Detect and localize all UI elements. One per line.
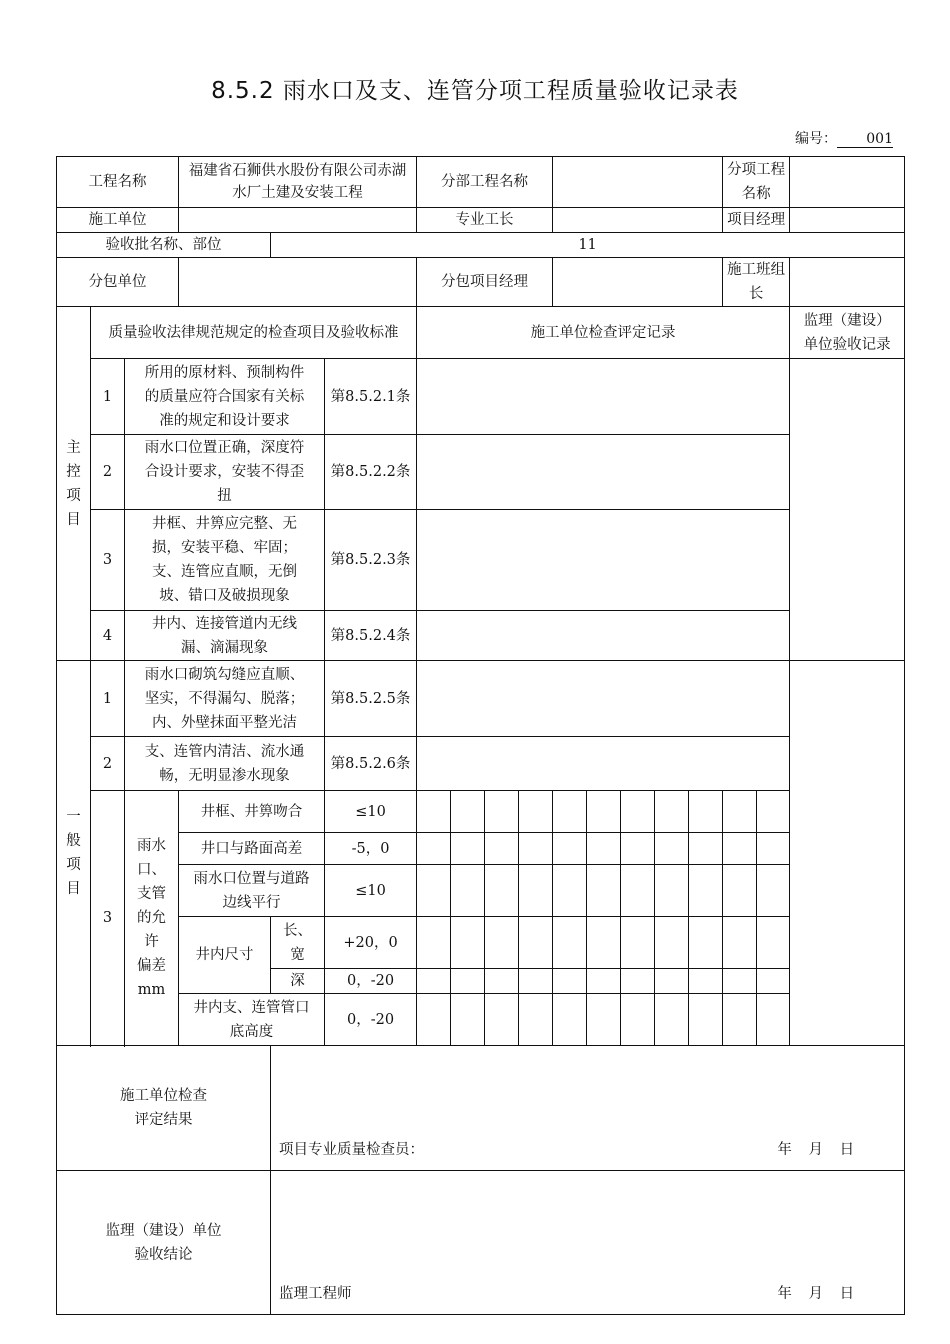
measure-cell[interactable] bbox=[519, 865, 553, 917]
document-code bbox=[795, 128, 893, 148]
deviation-frame-fit-label: 井框、井箅吻合 bbox=[179, 791, 325, 833]
measure-cell[interactable] bbox=[587, 917, 621, 969]
measure-cell[interactable] bbox=[689, 917, 723, 969]
measure-cell[interactable] bbox=[655, 994, 689, 1046]
measure-cell[interactable] bbox=[757, 833, 790, 865]
project-name-value[interactable]: 福建省石狮供水股份有限公司赤湖水厂土建及安装工程 bbox=[179, 157, 417, 208]
measure-cell[interactable] bbox=[723, 969, 757, 994]
measure-cell[interactable] bbox=[519, 917, 553, 969]
main-item-1-clause: 第8.5.2.1条 bbox=[325, 359, 417, 435]
measure-cell[interactable] bbox=[757, 791, 790, 833]
measure-cell[interactable] bbox=[519, 791, 553, 833]
measure-cell[interactable] bbox=[587, 865, 621, 917]
measure-cell[interactable] bbox=[417, 917, 451, 969]
deviation-frame-fit-value: ≤10 bbox=[325, 791, 417, 833]
main-item-1-text: 所用的原材料、预制构件 的质量应符合国家有关标 准的规定和设计要求 bbox=[125, 359, 325, 435]
deviation-length-width-value: +20，0 bbox=[325, 917, 417, 969]
foreman-label: 专业工长 bbox=[417, 208, 553, 233]
sub-manager-value[interactable] bbox=[553, 258, 723, 307]
measure-cell[interactable] bbox=[757, 917, 790, 969]
measure-cell[interactable] bbox=[723, 917, 757, 969]
measure-cell[interactable] bbox=[723, 791, 757, 833]
measure-cell[interactable] bbox=[417, 833, 451, 865]
main-item-1-no: 1 bbox=[91, 359, 125, 435]
main-item-4-text: 井内、连接管道内无线 漏、滴漏现象 bbox=[125, 611, 325, 661]
code-label: 编号： bbox=[795, 131, 837, 147]
general-item-2-clause: 第8.5.2.6条 bbox=[325, 737, 417, 791]
contractor-label: 施工单位 bbox=[57, 208, 179, 233]
sub-manager-label: 分包项目经理 bbox=[417, 258, 553, 307]
measure-cell[interactable] bbox=[587, 969, 621, 994]
measure-cell[interactable] bbox=[757, 969, 790, 994]
item-name-label: 分项工程名称 bbox=[723, 157, 790, 208]
measure-cell[interactable] bbox=[553, 994, 587, 1046]
measure-cell[interactable] bbox=[485, 833, 519, 865]
foreman-value[interactable] bbox=[553, 208, 723, 233]
measure-cell[interactable] bbox=[451, 969, 485, 994]
main-item-2-no: 2 bbox=[91, 435, 125, 510]
deviation-position-value: ≤10 bbox=[325, 865, 417, 917]
supervisor-sign-date: 年 月 日 bbox=[777, 1286, 855, 1302]
supervisor-conclusion-area[interactable] bbox=[271, 1171, 905, 1315]
measure-cell[interactable] bbox=[451, 791, 485, 833]
general-item-2-text: 支、连管内清洁、流水通 畅，无明显渗水现象 bbox=[125, 737, 325, 791]
measure-cell[interactable] bbox=[485, 865, 519, 917]
page-title: 8.5.2 雨水口及支、连管分项工程质量验收记录表 bbox=[211, 78, 739, 104]
measure-cell[interactable] bbox=[621, 791, 655, 833]
measure-cell[interactable] bbox=[485, 791, 519, 833]
measure-cell[interactable] bbox=[621, 917, 655, 969]
main-item-3-clause: 第8.5.2.3条 bbox=[325, 510, 417, 611]
measure-cell[interactable] bbox=[621, 865, 655, 917]
subcontractor-label: 分包单位 bbox=[57, 258, 179, 307]
deviation-depth-value: 0，-20 bbox=[325, 969, 417, 994]
code-value[interactable]: 001 bbox=[837, 131, 893, 148]
general-item-2-record[interactable] bbox=[417, 737, 790, 791]
measure-cell[interactable] bbox=[757, 865, 790, 917]
measure-cell[interactable] bbox=[689, 994, 723, 1046]
measure-cell[interactable] bbox=[621, 833, 655, 865]
measure-cell[interactable] bbox=[689, 865, 723, 917]
measure-cell[interactable] bbox=[723, 994, 757, 1046]
contractor-conclusion-area[interactable] bbox=[271, 1046, 905, 1171]
supervisor-record-header: 监理（建设） 单位验收记录 bbox=[790, 307, 905, 359]
measure-cell[interactable] bbox=[655, 865, 689, 917]
inspection-form-table bbox=[56, 156, 905, 1315]
measure-cell[interactable] bbox=[553, 791, 587, 833]
deviation-elevation-label: 井口与路面高差 bbox=[179, 833, 325, 865]
measure-cell[interactable] bbox=[587, 791, 621, 833]
measure-cell[interactable] bbox=[723, 833, 757, 865]
measure-cell[interactable] bbox=[587, 833, 621, 865]
supervisor-engineer-label: 监理工程师 bbox=[279, 1286, 352, 1302]
batch-label: 验收批名称、部位 bbox=[57, 233, 271, 258]
item-name-value[interactable] bbox=[790, 157, 905, 208]
measure-cell[interactable] bbox=[451, 994, 485, 1046]
measure-cell[interactable] bbox=[689, 791, 723, 833]
subcontractor-value[interactable] bbox=[179, 258, 417, 307]
general-item-1-text: 雨水口砌筑勾缝应直顺、 坚实，不得漏勾、脱落； 内、外壁抹面平整光洁 bbox=[125, 661, 325, 737]
supervisor-conclusion-label: 监理（建设）单位 验收结论 bbox=[57, 1171, 271, 1315]
measure-cell[interactable] bbox=[689, 969, 723, 994]
team-leader-label: 施工班组长 bbox=[723, 258, 790, 307]
measure-cell[interactable] bbox=[655, 833, 689, 865]
general-item-2-no: 2 bbox=[91, 737, 125, 791]
measure-cell[interactable] bbox=[451, 865, 485, 917]
project-name-label: 工程名称 bbox=[57, 157, 179, 208]
measure-cell[interactable] bbox=[519, 833, 553, 865]
measure-cell[interactable] bbox=[655, 969, 689, 994]
deviation-pipe-invert-value: 0，-20 bbox=[325, 994, 417, 1046]
measure-cell[interactable] bbox=[485, 917, 519, 969]
division-name-value[interactable] bbox=[553, 157, 723, 208]
main-item-4-clause: 第8.5.2.4条 bbox=[325, 611, 417, 661]
main-item-4-no: 4 bbox=[91, 611, 125, 661]
deviation-length-width-label: 长、 宽 bbox=[271, 917, 325, 969]
main-item-2-clause: 第8.5.2.2条 bbox=[325, 435, 417, 510]
measure-cell[interactable] bbox=[553, 969, 587, 994]
contractor-record-header: 施工单位检查评定记录 bbox=[417, 307, 790, 359]
measure-cell[interactable] bbox=[723, 865, 757, 917]
general-item-1-no: 1 bbox=[91, 661, 125, 737]
team-leader-value[interactable] bbox=[790, 258, 905, 307]
measure-cell[interactable] bbox=[621, 994, 655, 1046]
batch-value[interactable]: 11 bbox=[271, 233, 905, 258]
general-item-1-record[interactable] bbox=[417, 661, 790, 737]
deviation-inner-size-label: 井内尺寸 bbox=[179, 917, 271, 994]
measure-cell[interactable] bbox=[655, 917, 689, 969]
measure-cell[interactable] bbox=[417, 865, 451, 917]
project-manager-value[interactable] bbox=[790, 208, 905, 233]
main-item-1-record[interactable] bbox=[417, 359, 790, 435]
measure-cell[interactable] bbox=[451, 833, 485, 865]
main-item-4-record[interactable] bbox=[417, 611, 790, 661]
contractor-value[interactable] bbox=[179, 208, 417, 233]
deviation-pipe-invert-label: 井内支、连管管口 底高度 bbox=[179, 994, 325, 1046]
measure-cell[interactable] bbox=[655, 791, 689, 833]
contractor-conclusion-label: 施工单位检查 评定结果 bbox=[57, 1046, 271, 1171]
main-item-3-no: 3 bbox=[91, 510, 125, 611]
general-supervisor-record[interactable] bbox=[790, 661, 905, 1046]
contractor-sign-date: 年 月 日 bbox=[777, 1142, 855, 1158]
deviation-group-label: 雨水 口、 支管 的允 许 偏差 mm bbox=[125, 791, 179, 1046]
main-item-2-record[interactable] bbox=[417, 435, 790, 510]
project-manager-label: 项目经理 bbox=[723, 208, 790, 233]
measure-cell[interactable] bbox=[485, 994, 519, 1046]
deviation-depth-label: 深 bbox=[271, 969, 325, 994]
main-item-2-text: 雨水口位置正确，深度符 合设计要求，安装不得歪 扭 bbox=[125, 435, 325, 510]
main-item-3-text: 井框、井箅应完整、无 损，安装平稳、牢固； 支、连管应直顺，无倒 坡、错口及破损现象 bbox=[125, 510, 325, 611]
measure-cell[interactable] bbox=[451, 917, 485, 969]
general-item-3-no: 3 bbox=[91, 791, 125, 1046]
general-item-1-clause: 第8.5.2.5条 bbox=[325, 661, 417, 737]
measure-cell[interactable] bbox=[757, 994, 790, 1046]
measure-cell[interactable] bbox=[553, 865, 587, 917]
quality-inspector-label: 项目专业质量检查员： bbox=[279, 1142, 425, 1158]
measure-cell[interactable] bbox=[689, 833, 723, 865]
measure-cell[interactable] bbox=[587, 994, 621, 1046]
measure-cell[interactable] bbox=[519, 994, 553, 1046]
measure-cell[interactable] bbox=[553, 833, 587, 865]
main-item-3-record[interactable] bbox=[417, 510, 790, 611]
division-name-label: 分部工程名称 bbox=[417, 157, 553, 208]
measure-cell[interactable] bbox=[519, 969, 553, 994]
measure-cell[interactable] bbox=[417, 791, 451, 833]
main-control-supervisor-record[interactable] bbox=[790, 359, 905, 661]
main-control-label: 主 控 项 目 bbox=[57, 307, 91, 661]
measure-cell[interactable] bbox=[553, 917, 587, 969]
measure-cell[interactable] bbox=[485, 969, 519, 994]
deviation-elevation-value: -5，0 bbox=[325, 833, 417, 865]
measure-cell[interactable] bbox=[621, 969, 655, 994]
general-items-label: 一 般 项 目 bbox=[57, 661, 91, 1046]
measure-cell[interactable] bbox=[417, 969, 451, 994]
standard-column-header: 质量验收法律规范规定的检查项目及验收标准 bbox=[91, 307, 417, 359]
deviation-position-label: 雨水口位置与道路 边线平行 bbox=[179, 865, 325, 917]
measure-cell[interactable] bbox=[417, 994, 451, 1046]
